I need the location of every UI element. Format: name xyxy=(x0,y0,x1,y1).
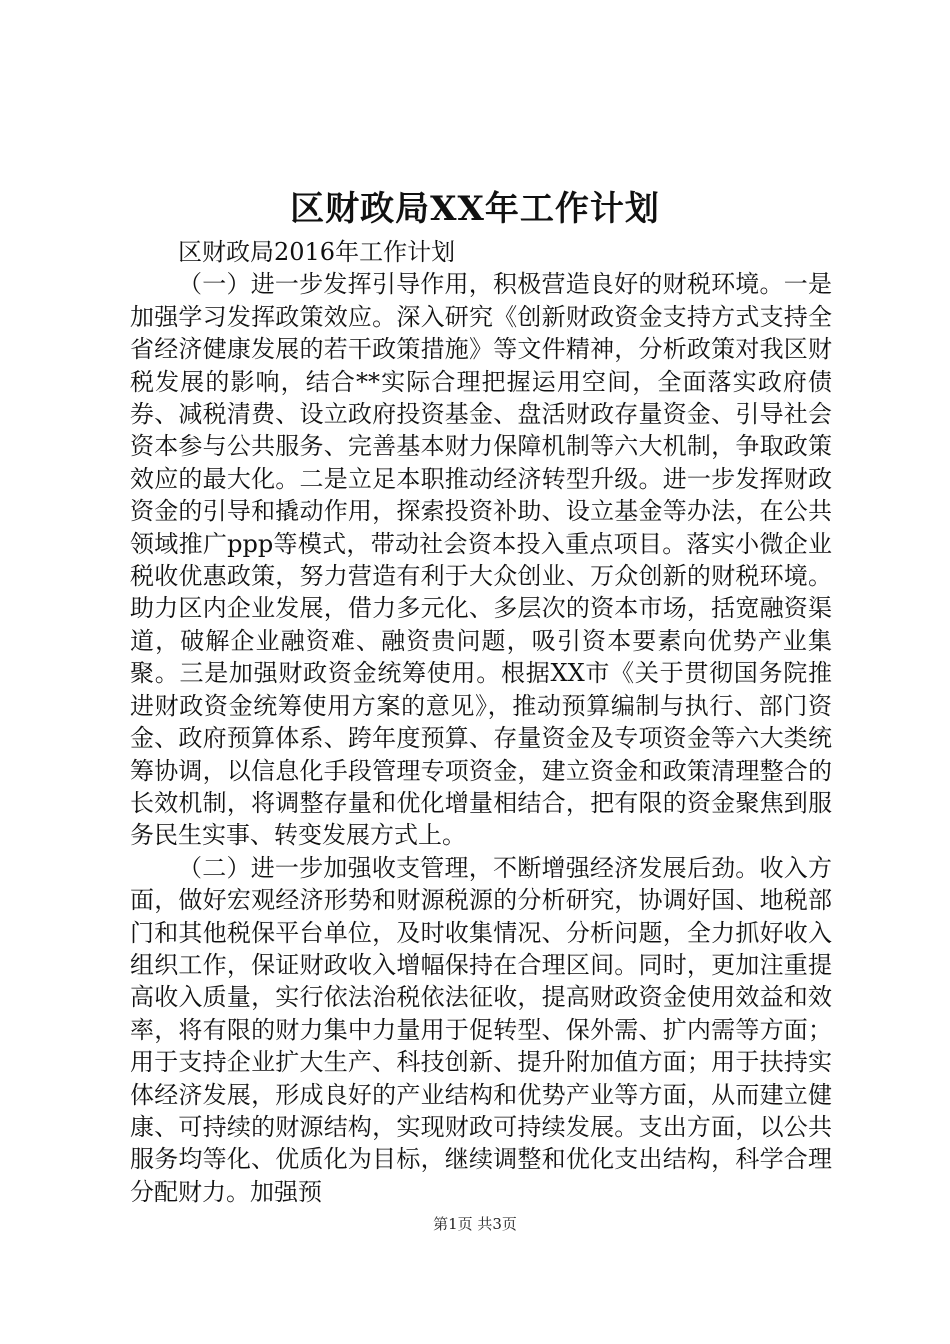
document-body xyxy=(130,236,832,1208)
page-number-footer: 第1页 共3页 xyxy=(433,1215,517,1233)
paragraph-1: （一）进一步发挥引导作用，积极营造良好的财税环境。一是加强学习发挥政策效应。深入研究《创新财政资金支持方式支持全省经济健康发展的若干政策措施》等文件精神，分析政策对我区财税发展的影响，结合**实际合理把握运用空间，全面落实政府债券、减税清费、设立政府投资基金、盘活财政存量资金、引导社会资本参与公共服务、完善基本财力保障机制等六大机制，争取政策效应的最大化。二是立足本职推动经济转型升级。进一步发挥财政资金的引导和撬动作用，探索投资补助、设立基金等办法，在公共领域推广ppp等模式，带动社会资本投入重点项目。落实小微企业税收优惠政策，努力营造有利于大众创业、万众创新的财税环境。助力区内企业发展，借力多元化、多层次的资本市场，括宽融资渠道，破解企业融资难、融资贵问题，吸引资本要素向优势产业集聚。三是加强财政资金统筹使用。根据XX市《关于贯彻国务院推进财政资金统筹使用方案的意见》，推动预算编制与执行、部门资金、政府预算体系、跨年度预算、存量资金及专项资金等六大类统筹协调，以信息化手段管理专项资金，建立资金和政策清理整合的长效机制，将调整存量和优化增量相结合，把有限的资金聚焦到服务民生实事、转变发展方式上。 xyxy=(130,270,832,850)
document-title: 区财政局XX年工作计划 xyxy=(290,189,660,229)
paragraph-2: （二）进一步加强收支管理，不断增强经济发展后劲。收入方面，做好宏观经济形势和财源税源的分析研究，协调好国、地税部门和其他税保平台单位，及时收集情况、分析问题，全力抓好收入组织工作，保证财政收入增幅保持在合理区间。同时，更加注重提高收入质量，实行依法治税依法征收，提高财政资金使用效益和效率，将有限的财力集中力量用于促转型、保外需、扩内需等方面；用于支持企业扩大生产、科技创新、提升附加值方面；用于扶持实体经济发展，形成良好的产业结构和优势产业等方面，从而建立健康、可持续的财源结构，实现财政可持续发展。支出方面，以公共服务均等化、优质化为目标，继续调整和优化支出结构，科学合理分配财力。加强预 xyxy=(130,853,832,1206)
document-subtitle: 区财政局2016年工作计划 xyxy=(178,238,456,266)
